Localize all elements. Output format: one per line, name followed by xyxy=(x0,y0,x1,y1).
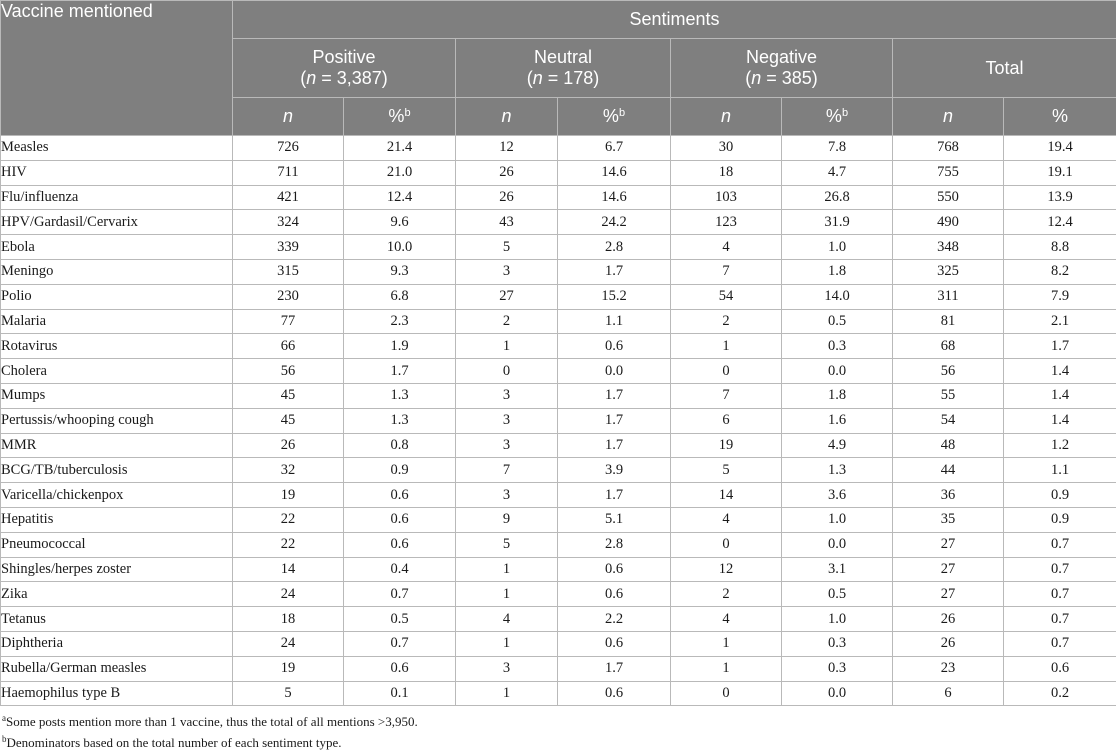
count-cell: 5 xyxy=(233,681,344,706)
vaccine-name: Meningo xyxy=(1,259,233,284)
count-cell: 3 xyxy=(456,433,558,458)
percent-cell: 0.3 xyxy=(782,631,893,656)
percent-cell: 0.6 xyxy=(344,507,456,532)
count-cell: 348 xyxy=(893,235,1004,260)
percent-cell: 0.6 xyxy=(344,483,456,508)
percent-cell: 3.1 xyxy=(782,557,893,582)
vaccine-name: Hepatitis xyxy=(1,507,233,532)
vaccine-name: HIV xyxy=(1,160,233,185)
table-row xyxy=(1,532,1116,557)
table-row xyxy=(1,483,1116,508)
percent-cell: 1.8 xyxy=(782,259,893,284)
percent-cell: 1.9 xyxy=(344,334,456,359)
count-cell: 5 xyxy=(671,458,782,483)
header-negative-n: (n = 385) xyxy=(745,68,818,88)
count-cell: 45 xyxy=(233,383,344,408)
table-row xyxy=(1,210,1116,235)
count-cell: 36 xyxy=(893,483,1004,508)
count-cell: 1 xyxy=(456,582,558,607)
count-cell: 48 xyxy=(893,433,1004,458)
percent-cell: 0.9 xyxy=(1004,507,1116,532)
percent-cell: 0.7 xyxy=(1004,532,1116,557)
percent-cell: 13.9 xyxy=(1004,185,1116,210)
header-positive-label: Positive xyxy=(312,47,376,67)
percent-cell: 0.7 xyxy=(1004,557,1116,582)
table-row xyxy=(1,309,1116,334)
percent-cell: 1.7 xyxy=(1004,334,1116,359)
count-cell: 1 xyxy=(671,631,782,656)
count-cell: 26 xyxy=(456,160,558,185)
percent-cell: 0.6 xyxy=(558,631,671,656)
percent-cell: 0.9 xyxy=(1004,483,1116,508)
count-cell: 24 xyxy=(233,582,344,607)
percent-cell: 3.9 xyxy=(558,458,671,483)
percent-cell: 0.5 xyxy=(344,607,456,632)
count-cell: 12 xyxy=(671,557,782,582)
count-cell: 1 xyxy=(671,656,782,681)
percent-cell: 0.6 xyxy=(344,532,456,557)
count-cell: 35 xyxy=(893,507,1004,532)
count-cell: 9 xyxy=(456,507,558,532)
header-sentiments: Sentiments xyxy=(233,1,1116,39)
count-cell: 4 xyxy=(671,507,782,532)
table-body xyxy=(1,136,1116,706)
vaccine-name: Mumps xyxy=(1,383,233,408)
percent-cell: 0.2 xyxy=(1004,681,1116,706)
count-cell: 44 xyxy=(893,458,1004,483)
percent-cell: 0.7 xyxy=(1004,582,1116,607)
count-cell: 56 xyxy=(893,359,1004,384)
count-cell: 5 xyxy=(456,235,558,260)
header-neutral-label: Neutral xyxy=(533,47,593,67)
header-neutral xyxy=(456,39,671,98)
percent-cell: 9.6 xyxy=(344,210,456,235)
vaccine-name: Rubella/German measles xyxy=(1,656,233,681)
count-cell: 2 xyxy=(671,582,782,607)
count-cell: 56 xyxy=(233,359,344,384)
percent-cell: 3.6 xyxy=(782,483,893,508)
percent-cell: 24.2 xyxy=(558,210,671,235)
percent-cell: 0.0 xyxy=(782,532,893,557)
count-cell: 311 xyxy=(893,284,1004,309)
percent-cell: 1.7 xyxy=(558,433,671,458)
header-neutral-n: (n = 178) xyxy=(526,68,600,88)
percent-cell: 0.6 xyxy=(558,334,671,359)
table-row xyxy=(1,334,1116,359)
vaccine-name: BCG/TB/tuberculosis xyxy=(1,458,233,483)
table-row xyxy=(1,557,1116,582)
footnote-b: $^b$Denominators based on the total number of each sentiment type. xyxy=(2,734,342,750)
count-cell: 3 xyxy=(456,383,558,408)
count-cell: 1 xyxy=(671,334,782,359)
percent-cell: 26.8 xyxy=(782,185,893,210)
percent-cell: 0.4 xyxy=(344,557,456,582)
percent-cell: 2.3 xyxy=(344,309,456,334)
count-cell: 3 xyxy=(456,408,558,433)
table-row xyxy=(1,433,1116,458)
percent-cell: 9.3 xyxy=(344,259,456,284)
percent-cell: 1.4 xyxy=(1004,383,1116,408)
count-cell: 14 xyxy=(233,557,344,582)
count-cell: 45 xyxy=(233,408,344,433)
vaccine-name: Tetanus xyxy=(1,607,233,632)
count-cell: 1 xyxy=(456,334,558,359)
percent-cell: 1.0 xyxy=(782,607,893,632)
subheader-pct: %$^b$ xyxy=(558,98,671,136)
percent-cell: 0.0 xyxy=(782,359,893,384)
percent-cell: 4.9 xyxy=(782,433,893,458)
percent-cell: 14.0 xyxy=(782,284,893,309)
count-cell: 27 xyxy=(893,582,1004,607)
count-cell: 26 xyxy=(233,433,344,458)
percent-cell: 1.7 xyxy=(558,408,671,433)
percent-cell: 2.8 xyxy=(558,532,671,557)
percent-cell: 12.4 xyxy=(344,185,456,210)
percent-cell: 0.1 xyxy=(344,681,456,706)
subheader-n: n xyxy=(671,98,782,136)
count-cell: 1 xyxy=(456,557,558,582)
percent-cell: 15.2 xyxy=(558,284,671,309)
percent-cell: 8.8 xyxy=(1004,235,1116,260)
count-cell: 6 xyxy=(893,681,1004,706)
vaccine-name: Polio xyxy=(1,284,233,309)
percent-cell: 7.8 xyxy=(782,136,893,161)
percent-cell: 1.7 xyxy=(558,259,671,284)
percent-cell: 1.8 xyxy=(782,383,893,408)
count-cell: 22 xyxy=(233,507,344,532)
percent-cell: 0.0 xyxy=(558,359,671,384)
percent-cell: 1.0 xyxy=(782,507,893,532)
percent-cell: 0.7 xyxy=(1004,631,1116,656)
vaccine-name: Shingles/herpes zoster xyxy=(1,557,233,582)
count-cell: 339 xyxy=(233,235,344,260)
count-cell: 324 xyxy=(233,210,344,235)
count-cell: 68 xyxy=(893,334,1004,359)
count-cell: 26 xyxy=(893,631,1004,656)
count-cell: 27 xyxy=(893,557,1004,582)
percent-cell: 1.7 xyxy=(558,383,671,408)
percent-cell: 31.9 xyxy=(782,210,893,235)
table-row xyxy=(1,383,1116,408)
subheader-n: n xyxy=(456,98,558,136)
percent-cell: 6.8 xyxy=(344,284,456,309)
percent-cell: 1.1 xyxy=(558,309,671,334)
percent-cell: 1.4 xyxy=(1004,359,1116,384)
percent-cell: 0.5 xyxy=(782,582,893,607)
table-row xyxy=(1,582,1116,607)
count-cell: 5 xyxy=(456,532,558,557)
percent-cell: 2.2 xyxy=(558,607,671,632)
count-cell: 421 xyxy=(233,185,344,210)
count-cell: 7 xyxy=(671,383,782,408)
header-positive xyxy=(233,39,456,98)
percent-cell: 0.5 xyxy=(782,309,893,334)
percent-cell: 0.3 xyxy=(782,334,893,359)
count-cell: 1 xyxy=(456,681,558,706)
percent-cell: 5.1 xyxy=(558,507,671,532)
count-cell: 1 xyxy=(456,631,558,656)
percent-cell: 1.4 xyxy=(1004,408,1116,433)
percent-cell: 1.7 xyxy=(344,359,456,384)
percent-cell: 0.6 xyxy=(558,557,671,582)
subheader-n: n xyxy=(233,98,344,136)
count-cell: 2 xyxy=(456,309,558,334)
vaccine-name: HPV/Gardasil/Cervarix xyxy=(1,210,233,235)
percent-cell: 0.6 xyxy=(344,656,456,681)
header-negative-label: Negative xyxy=(745,47,818,67)
header-total-label: Total xyxy=(985,57,1024,78)
count-cell: 0 xyxy=(671,532,782,557)
count-cell: 24 xyxy=(233,631,344,656)
vaccine-name: Malaria xyxy=(1,309,233,334)
count-cell: 27 xyxy=(893,532,1004,557)
vaccine-name: Diphtheria xyxy=(1,631,233,656)
header-total xyxy=(893,39,1116,98)
table-row xyxy=(1,185,1116,210)
vaccine-name: Varicella/chickenpox xyxy=(1,483,233,508)
percent-cell: 1.3 xyxy=(782,458,893,483)
table-row xyxy=(1,359,1116,384)
vaccine-name: Pneumococcal xyxy=(1,532,233,557)
footnotes xyxy=(0,711,1116,753)
subheader-n: n xyxy=(893,98,1004,136)
count-cell: 66 xyxy=(233,334,344,359)
count-cell: 6 xyxy=(671,408,782,433)
percent-cell: 0.7 xyxy=(1004,607,1116,632)
table-row xyxy=(1,160,1116,185)
count-cell: 4 xyxy=(671,235,782,260)
count-cell: 325 xyxy=(893,259,1004,284)
table-row xyxy=(1,408,1116,433)
count-cell: 26 xyxy=(893,607,1004,632)
count-cell: 0 xyxy=(456,359,558,384)
table-row xyxy=(1,235,1116,260)
percent-cell: 12.4 xyxy=(1004,210,1116,235)
percent-cell: 0.0 xyxy=(782,681,893,706)
percent-cell: 2.1 xyxy=(1004,309,1116,334)
count-cell: 18 xyxy=(671,160,782,185)
count-cell: 23 xyxy=(893,656,1004,681)
percent-cell: 1.3 xyxy=(344,383,456,408)
vaccine-name: MMR xyxy=(1,433,233,458)
table-row xyxy=(1,681,1116,706)
percent-cell: 10.0 xyxy=(344,235,456,260)
count-cell: 490 xyxy=(893,210,1004,235)
count-cell: 30 xyxy=(671,136,782,161)
table-row xyxy=(1,259,1116,284)
subheader-pct: %$^b$ xyxy=(344,98,456,136)
vaccine-name: Measles xyxy=(1,136,233,161)
percent-cell: 4.7 xyxy=(782,160,893,185)
table-row xyxy=(1,284,1116,309)
percent-cell: 21.4 xyxy=(344,136,456,161)
subheader-pct: % xyxy=(1004,98,1116,136)
count-cell: 726 xyxy=(233,136,344,161)
count-cell: 711 xyxy=(233,160,344,185)
count-cell: 3 xyxy=(456,259,558,284)
count-cell: 3 xyxy=(456,656,558,681)
footnote-a: $^a$Some posts mention more than 1 vaccine, thus the total of all mentions >3,950. xyxy=(2,713,418,729)
table-row xyxy=(1,458,1116,483)
vaccine-name: Haemophilus type B xyxy=(1,681,233,706)
count-cell: 32 xyxy=(233,458,344,483)
percent-cell: 0.6 xyxy=(558,681,671,706)
count-cell: 55 xyxy=(893,383,1004,408)
vaccine-name: Zika xyxy=(1,582,233,607)
percent-cell: 1.7 xyxy=(558,483,671,508)
count-cell: 7 xyxy=(671,259,782,284)
header-vaccine-mentioned: Vaccine mentioned xyxy=(1,1,233,136)
table-row xyxy=(1,656,1116,681)
percent-cell: 1.1 xyxy=(1004,458,1116,483)
header-negative xyxy=(671,39,893,98)
count-cell: 27 xyxy=(456,284,558,309)
count-cell: 4 xyxy=(671,607,782,632)
count-cell: 315 xyxy=(233,259,344,284)
percent-cell: 1.3 xyxy=(344,408,456,433)
count-cell: 230 xyxy=(233,284,344,309)
table-row xyxy=(1,607,1116,632)
vaccine-name: Flu/influenza xyxy=(1,185,233,210)
percent-cell: 19.4 xyxy=(1004,136,1116,161)
vaccine-name: Pertussis/whooping cough xyxy=(1,408,233,433)
count-cell: 22 xyxy=(233,532,344,557)
count-cell: 14 xyxy=(671,483,782,508)
percent-cell: 1.2 xyxy=(1004,433,1116,458)
count-cell: 19 xyxy=(233,656,344,681)
count-cell: 3 xyxy=(456,483,558,508)
count-cell: 12 xyxy=(456,136,558,161)
count-cell: 0 xyxy=(671,359,782,384)
count-cell: 4 xyxy=(456,607,558,632)
percent-cell: 19.1 xyxy=(1004,160,1116,185)
vaccine-name: Rotavirus xyxy=(1,334,233,359)
count-cell: 18 xyxy=(233,607,344,632)
table-row xyxy=(1,507,1116,532)
percent-cell: 0.7 xyxy=(344,631,456,656)
vaccine-name: Cholera xyxy=(1,359,233,384)
percent-cell: 6.7 xyxy=(558,136,671,161)
percent-cell: 21.0 xyxy=(344,160,456,185)
percent-cell: 0.7 xyxy=(344,582,456,607)
count-cell: 103 xyxy=(671,185,782,210)
count-cell: 77 xyxy=(233,309,344,334)
percent-cell: 0.9 xyxy=(344,458,456,483)
count-cell: 26 xyxy=(456,185,558,210)
header-positive-n: (n = 3,387) xyxy=(300,68,388,88)
table-row xyxy=(1,631,1116,656)
count-cell: 768 xyxy=(893,136,1004,161)
count-cell: 81 xyxy=(893,309,1004,334)
percent-cell: 0.8 xyxy=(344,433,456,458)
count-cell: 54 xyxy=(893,408,1004,433)
count-cell: 19 xyxy=(233,483,344,508)
count-cell: 19 xyxy=(671,433,782,458)
count-cell: 550 xyxy=(893,185,1004,210)
table-row xyxy=(1,136,1116,161)
count-cell: 123 xyxy=(671,210,782,235)
count-cell: 43 xyxy=(456,210,558,235)
percent-cell: 2.8 xyxy=(558,235,671,260)
percent-cell: 1.0 xyxy=(782,235,893,260)
count-cell: 7 xyxy=(456,458,558,483)
percent-cell: 0.6 xyxy=(558,582,671,607)
percent-cell: 1.7 xyxy=(558,656,671,681)
subheader-pct: %$^b$ xyxy=(782,98,893,136)
count-cell: 0 xyxy=(671,681,782,706)
percent-cell: 8.2 xyxy=(1004,259,1116,284)
count-cell: 755 xyxy=(893,160,1004,185)
percent-cell: 14.6 xyxy=(558,185,671,210)
count-cell: 54 xyxy=(671,284,782,309)
percent-cell: 7.9 xyxy=(1004,284,1116,309)
percent-cell: 1.6 xyxy=(782,408,893,433)
percent-cell: 0.3 xyxy=(782,656,893,681)
percent-cell: 0.6 xyxy=(1004,656,1116,681)
count-cell: 2 xyxy=(671,309,782,334)
vaccine-name: Ebola xyxy=(1,235,233,260)
percent-cell: 14.6 xyxy=(558,160,671,185)
